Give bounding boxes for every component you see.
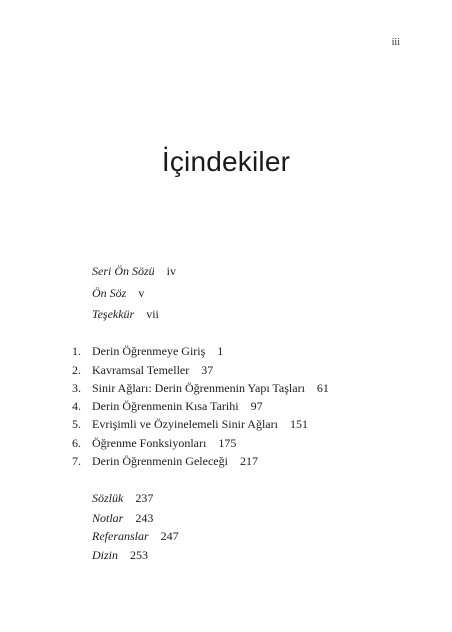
toc-entry-page: 247: [160, 529, 179, 543]
chapter-number: 4.: [72, 399, 81, 413]
toc-entry-label: Öğrenme Fonksiyonları: [92, 436, 207, 450]
toc-entry-chapter: [72, 453, 258, 469]
toc-entry-label: Sinir Ağları: Derin Öğrenmenin Yapı Taşları: [92, 381, 305, 395]
toc-entry-label: Seri Ön Sözü: [92, 264, 155, 278]
toc-entry-chapter: [72, 380, 329, 396]
toc-entry-label: Notlar: [92, 511, 124, 525]
toc-entry-chapter: [72, 362, 213, 378]
toc-entry-front-matter: [92, 306, 159, 322]
toc-entry-chapter: [72, 416, 308, 432]
toc-entry-back-matter: [92, 547, 148, 563]
toc-entry-page: 243: [135, 511, 154, 525]
toc-entry-page: 1: [217, 344, 224, 358]
chapter-number: 7.: [72, 454, 81, 468]
chapter-number: 6.: [72, 436, 81, 450]
toc-entry-page: 253: [130, 548, 149, 562]
toc-entry-page: 175: [218, 436, 237, 450]
page-number: iii: [391, 37, 400, 48]
toc-entry-front-matter: [92, 285, 144, 301]
toc-entry-page: 151: [289, 417, 308, 431]
toc-entry-page: iv: [166, 264, 177, 278]
toc-entry-label: Referanslar: [92, 529, 149, 543]
toc-entry-label: Derin Öğrenmenin Kısa Tarihi: [92, 399, 239, 413]
toc-entry-page: 37: [201, 363, 214, 377]
toc-entry-label: Kavramsal Temeller: [92, 363, 190, 377]
toc-entry-page: 217: [239, 454, 258, 468]
toc-entry-label: Ön Söz: [92, 286, 127, 300]
toc-entry-page: v: [138, 286, 145, 300]
toc-entry-chapter: [72, 398, 263, 414]
toc-entry-label: Derin Öğrenmenin Geleceği: [92, 454, 228, 468]
toc-entry-back-matter: [92, 490, 153, 506]
toc-entry-label: Teşekkür: [92, 307, 135, 321]
chapter-number: 5.: [72, 417, 81, 431]
toc-entry-back-matter: [92, 528, 179, 544]
toc-entry-page: 61: [316, 381, 329, 395]
chapter-number: 1.: [72, 344, 81, 358]
toc-entry-page: 237: [135, 491, 154, 505]
toc-entry-chapter: [72, 435, 236, 451]
toc-entry-chapter: [72, 343, 223, 359]
toc-entry-label: Evrişimli ve Özyinelemeli Sinir Ağları: [92, 417, 278, 431]
toc-entry-label: Sözlük: [92, 491, 124, 505]
toc-entry-front-matter: [92, 263, 176, 279]
toc-entry-back-matter: [92, 510, 153, 526]
toc-entry-page: 97: [250, 399, 263, 413]
toc-entry-label: Derin Öğrenmeye Giriş: [92, 344, 206, 358]
chapter-number: 2.: [72, 363, 81, 377]
toc-entry-page: vii: [146, 307, 159, 321]
chapter-number: 3.: [72, 381, 81, 395]
toc-entry-label: Dizin: [92, 548, 119, 562]
page-title: İçindekiler: [161, 146, 291, 177]
